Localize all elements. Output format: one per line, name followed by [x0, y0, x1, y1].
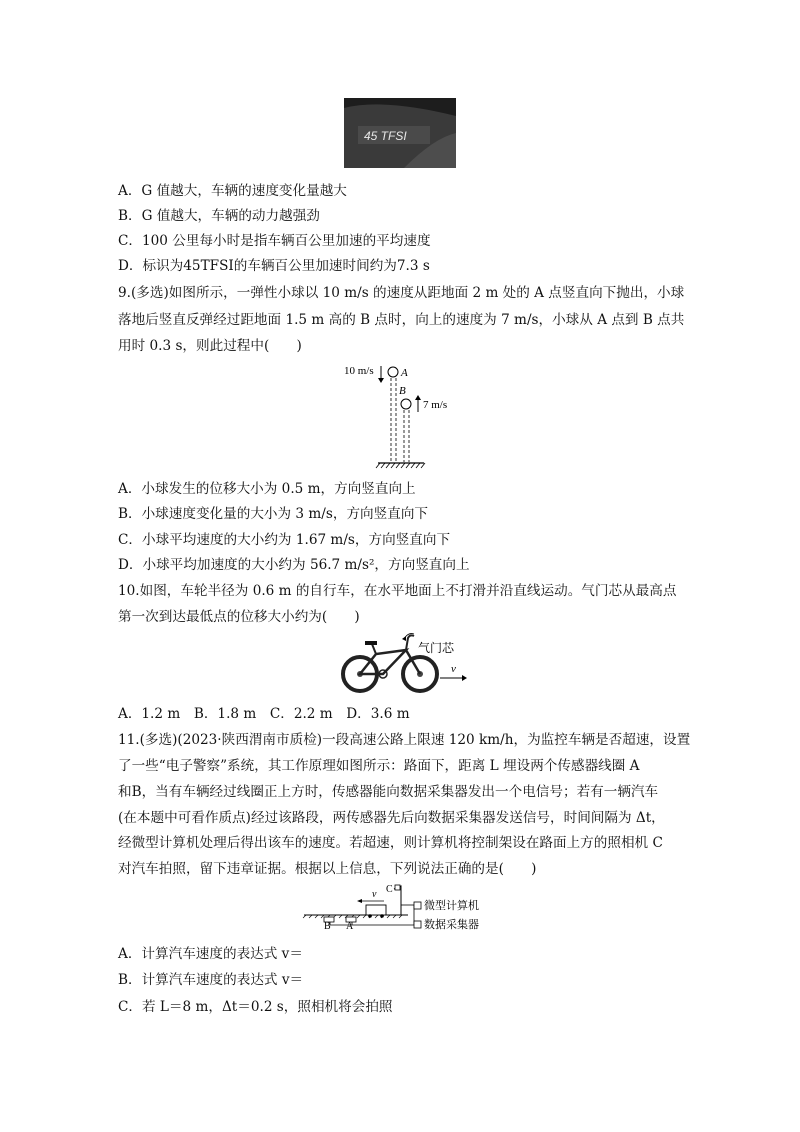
q8-option-d: D．标识为45TFSI的车辆百公里加速时间约为7.3 s	[118, 258, 430, 274]
label-a: A	[401, 367, 408, 379]
label-b: B	[399, 385, 406, 397]
q9-option-b: B．小球速度变化量的大小为 3 m/s，方向竖直向下	[118, 506, 429, 522]
car-badge-photo	[344, 98, 456, 168]
q8-option-b: B．G 值越大，车辆的动力越强劲	[118, 208, 320, 224]
q10-stem-line2: 第一次到达最低点的位移大小约为( )	[118, 609, 360, 625]
q9-figure	[340, 360, 460, 476]
label-10ms: 10 m/s	[344, 365, 374, 377]
q11-option-c: C．若 L＝8 m，Δt＝0.2 s，照相机将会拍照	[118, 999, 393, 1015]
q11-stem-line6: 对汽车拍照，留下违章证据。根据以上信息，下列说法正确的是( )	[118, 861, 537, 877]
q9-option-a: A．小球发生的位移大小为 0.5 m，方向竖直向上	[118, 481, 416, 497]
label-computer: 微型计算机	[424, 899, 479, 912]
label-v: v	[451, 663, 456, 675]
label-c: C	[386, 884, 393, 895]
q8-option-c: C．100 公里每小时是指车辆百公里加速的平均速度	[118, 233, 431, 249]
q11-stem-line2: 了一些“电子警察”系统，其工作原理如图所示：路面下，距离 L 埋设两个传感器线圈 A	[118, 758, 640, 774]
q9-stem-line2: 落地后竖直反弹经过距地面 1.5 m 高的 B 点时，向上的速度为 7 m/s，小球从 A 点到 B 点共	[118, 312, 685, 328]
q8-option-a: A．G 值越大，车辆的速度变化量越大	[118, 183, 347, 199]
ball-a	[388, 367, 398, 377]
label-a: A	[346, 921, 354, 932]
q11-stem-line4: (在本题中可看作质点)经过该路段，两传感器先后向数据采集器发送信号，时间间隔为 Δt，	[118, 810, 665, 826]
car	[366, 905, 386, 915]
q11-sensor-figure	[300, 881, 510, 941]
q10-options: A．1.2 m B．1.8 m C．2.2 m D．3.6 m	[118, 706, 410, 722]
q9-option-d: D．小球平均加速度的大小约为 56.7 m/s²，方向竖直向上	[118, 557, 470, 573]
q10-bicycle-figure	[338, 632, 468, 700]
q9-stem-line1: 9.(多选)如图所示，一弹性小球以 10 m/s 的速度从距地面 2 m 处的 A 点竖直向下抛出，小球	[118, 285, 685, 301]
q11-option-a: A．计算汽车速度的表达式 v＝	[118, 946, 303, 962]
label-valve: 气门芯	[418, 641, 455, 655]
q11-stem-line5: 经微型计算机处理后得出该车的速度。若超速，则计算机将控制架设在路面上方的照相机 C	[118, 835, 663, 851]
badge-text: 45 TFSI	[364, 129, 407, 143]
q11-stem-line3: 和B，当有车辆经过线圈正上方时，传感器能向数据采集器发出一个电信号；若有一辆汽车	[118, 784, 659, 800]
label-v: v	[372, 889, 377, 900]
label-b: B	[324, 921, 331, 932]
q11-stem-line1: 11.(多选)(2023·陕西渭南市质检)一段高速公路上限速 120 km/h，为监控车辆是否超速，设置	[118, 732, 691, 748]
ball-b	[401, 399, 411, 409]
label-7ms: 7 m/s	[423, 399, 448, 411]
q10-stem-line1: 10.如图，车轮半径为 0.6 m 的自行车，在水平地面上不打滑并沿直线运动。气门芯从最高点	[118, 583, 677, 599]
q9-stem-line3: 用时 0.3 s，则此过程中( )	[118, 338, 302, 354]
q9-option-c: C．小球平均速度的大小约为 1.67 m/s，方向竖直向下	[118, 532, 451, 548]
label-collector: 数据采集器	[424, 918, 479, 931]
q11-option-b: B．计算汽车速度的表达式 v＝	[118, 972, 304, 988]
